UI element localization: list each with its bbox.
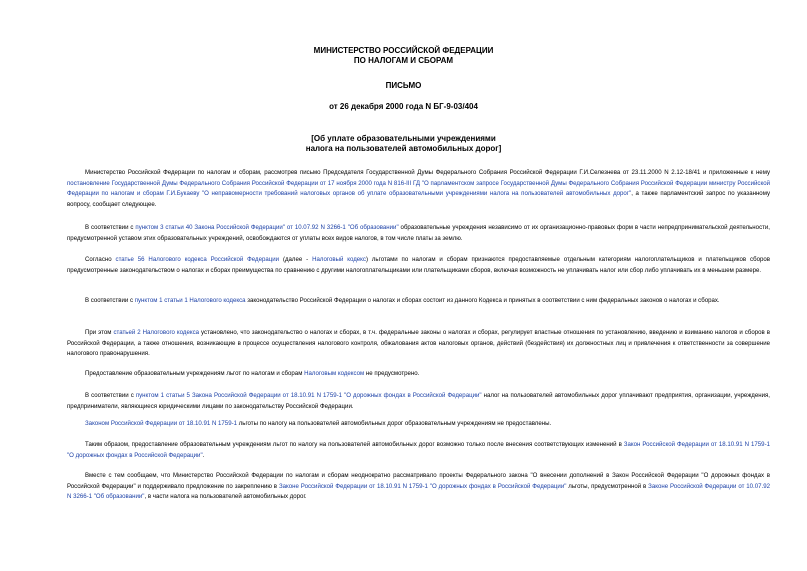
doc-link[interactable]: Налоговый кодекс bbox=[312, 256, 366, 263]
paragraph-4 bbox=[67, 296, 770, 307]
doc-link[interactable]: статьей 2 Налогового кодекса bbox=[113, 329, 200, 336]
paragraph-text: образовательные учреждения независимо от их организационно-правовых форм в части непредпринимательской деятельности, предусмотренной уставом этих образовательных учреждений, освобождаются от уплаты всех видов налогов, в том числе платы за землю. bbox=[67, 224, 770, 242]
doc-link[interactable]: Налоговым кодексом bbox=[304, 370, 365, 377]
paragraph-text: , а также парламентский запрос по указанному вопросу, сообщает следующее. bbox=[67, 190, 771, 208]
doc-link[interactable]: Законе Российской Федерации от 10.07.92 N 3266-1 "Об образовании" bbox=[67, 482, 770, 500]
paragraph-text: В соответствии с bbox=[85, 392, 136, 399]
paragraph-text: налог на пользователей автомобильных дорог уплачивают предприятия, организации, учреждения, предприниматели, являющиеся юридическими лицами по законодательству Российской Федерации. bbox=[67, 392, 770, 410]
paragraph-text: льготы, предусмотренной в bbox=[566, 482, 649, 490]
paragraph-text: Вместе с тем сообщаем, что Министерство Российской Федерации по налогам и сборам неоднократно рассматривало проекты Федерального закона "О внесении дополнений в Закон Российской Федерации "О дорожных фондах в Российской Федерации" и поддерживало предложение по закреплению в bbox=[67, 472, 770, 490]
paragraph-text: Министерство Российской Федерации по налогам и сборам, рассмотрев письмо Председателя Государственной Думы Федерального Собрания Российской Федерации Г.И.Селезнева от 23.11.2000 N 2.12-18/41 и приложенные к нему bbox=[85, 169, 770, 176]
document-type: ПИСЬМО bbox=[385, 81, 422, 90]
paragraph-text: не предусмотрено. bbox=[364, 370, 420, 377]
document-subject-line-2: налога на пользователей автомобильных дорог] bbox=[305, 144, 502, 153]
document-subject-line-1: [Об уплате образовательными учреждениями bbox=[311, 134, 496, 143]
paragraph-text: В соответствии с bbox=[85, 224, 136, 231]
document-date-number: от 26 декабря 2000 года N БГ-9-03/404 bbox=[329, 102, 478, 111]
doc-link[interactable]: Закон Российской Федерации от 18.10.91 N 1759-1 "О дорожных фондах в Российской Федерации" bbox=[67, 441, 770, 459]
paragraph-8 bbox=[67, 419, 770, 430]
paragraph-text: (далее - bbox=[279, 256, 313, 263]
doc-link[interactable]: Законе Российской Федерации от 18.10.91 N 1759-1 "О дорожных фондах в Российской Федерации" bbox=[278, 482, 567, 490]
paragraph-text: , в части налога на пользователей автомобильных дорог. bbox=[144, 493, 307, 500]
paragraph-text: ) льготами по налогам и сборам признаются предоставляемые отдельным категориям налогоплательщиков и плательщиков сборов предусмотренные законодательством о налогах и сборах преимущества по сравнению с другими налогоплательщиками или плательщиками сборов, включая возможность не уплачивать налог или сбор либо уплачивать их в меньшем размере. bbox=[67, 256, 770, 274]
ministry-title-line-1: МИНИСТЕРСТВО РОССИЙСКОЙ ФЕДЕРАЦИИ bbox=[313, 46, 494, 55]
paragraph-2 bbox=[67, 223, 770, 244]
doc-link[interactable]: Законом Российской Федерации от 18.10.91 N 1759-1 bbox=[85, 420, 238, 427]
ministry-title bbox=[0, 46, 807, 66]
paragraph-9 bbox=[67, 440, 770, 461]
paragraph-text: Таким образом, предоставление образовательным учреждениям льгот по налогу на пользователей автомобильных дорог возможно только после внесения соответствующих изменений в bbox=[85, 441, 624, 448]
paragraph-5 bbox=[67, 328, 770, 360]
doc-link[interactable]: пунктом 1 статьи 5 Закона Российской Федерации от 18.10.91 N 1759-1 "О дорожных фондах в Российской Федерации" bbox=[135, 392, 482, 399]
paragraph-text: В соответствии с bbox=[85, 297, 135, 304]
paragraph-text: При этом bbox=[85, 329, 114, 336]
doc-link[interactable]: пунктом 1 статьи 1 Налогового кодекса bbox=[134, 297, 246, 304]
paragraph-3 bbox=[67, 255, 770, 276]
paragraph-text: Согласно bbox=[85, 256, 116, 263]
doc-link[interactable]: постановление Государственной Думы Федерального Собрания Российской Федерации от 17 ноября 2000 года N 816-III ГД "О парламентском запросе Государственной Думы Федерального Собрания Российской Федерации министру Российской Федерации по налогам и сборам Г.И.Букаеву "О неправомерности требований налоговых органов об уплате образовательными учреждениями налога на пользователей автомобильных дорог" bbox=[67, 179, 770, 197]
paragraph-text: льготы по налогу на пользователей автомобильных дорог образовательным учреждениям не предоставлены. bbox=[237, 420, 552, 427]
doc-link[interactable]: пунктом 3 статьи 40 Закона Российской Федерации" от 10.07.92 N 3266-1 "Об образовании" bbox=[135, 224, 399, 231]
paragraph-10 bbox=[67, 471, 770, 503]
paragraph-text: установлено, что законодательство о налогах и сборах, в т.ч. федеральные законы о налогах и сборах, регулирует властные отношения по установлению, введению и взиманию налогов и сборов в Российской Федерации, а также отношения, возникающие в процессе осуществления налогового контроля, обжалования актов налоговых органов, действий (бездействия) их должностных лиц и привлечения к ответственности за совершение налогового правонарушения. bbox=[67, 329, 770, 357]
paragraph-7 bbox=[67, 391, 770, 412]
paragraph-6 bbox=[67, 369, 770, 380]
ministry-title-line-2: ПО НАЛОГАМ И СБОРАМ bbox=[353, 56, 454, 65]
paragraph-text: . bbox=[202, 451, 205, 459]
paragraph-text: Предоставление образовательным учреждениям льгот по налогам и сборам bbox=[85, 370, 305, 377]
document-subject bbox=[0, 134, 807, 154]
paragraph-text: законодательство Российской Федерации о налогах и сборах состоит из данного Кодекса и принятых в соответствии с ним федеральных законов о налогах и сборах. bbox=[245, 297, 720, 304]
paragraph-1 bbox=[67, 168, 770, 210]
doc-link[interactable]: статье 56 Налогового кодекса Российской Федерации bbox=[115, 256, 280, 263]
